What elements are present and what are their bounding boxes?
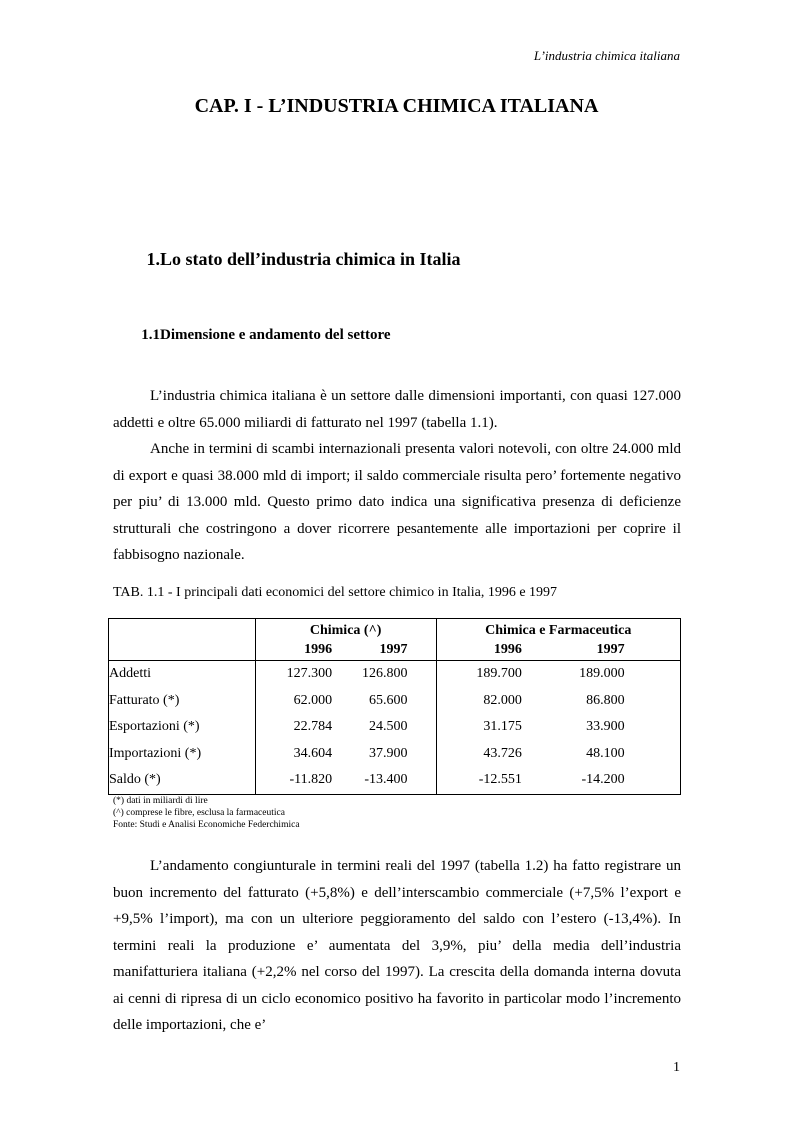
table-cell-empty xyxy=(625,640,681,661)
year-header: 1997 xyxy=(332,640,436,661)
paragraph: L’andamento congiunturale in termini reali del 1997 (tabella 1.2) ha fatto registrare un buon incremento del fatturato (+5,8%) e dell’interscambio commerciale (+7,5% l’export e +9,5% l’import), ma con un ulteriore peggioramento del saldo con l’estero (-13,4%). In termini reali la produzione e’ aumentata del 3,9%, piu’ della media dell’industria manifatturiera italiana (+2,2% nel corso del 1997). La crescita della domanda interna dovuta ai cenni di ripresa di un ciclo economico positivo ha favorito in particolar modo l’incremento delle importazioni, che e’ xyxy=(113,858,681,1033)
intro-text xyxy=(113,383,681,569)
row-label: Importazioni (*) xyxy=(109,745,202,761)
table-cell: 86.800 xyxy=(586,692,625,708)
table-cell-empty xyxy=(625,741,681,768)
table-cell: 34.604 xyxy=(255,741,332,768)
row-label: Saldo (*) xyxy=(109,772,161,787)
table-notes xyxy=(113,795,300,831)
section-number: 1. xyxy=(146,249,160,269)
table-cell-empty xyxy=(625,767,681,794)
table-source: Fonte: Studi e Analisi Economiche Federchimica xyxy=(113,820,300,830)
group-header: Chimica e Farmaceutica xyxy=(436,619,680,641)
year-header: 1996 xyxy=(436,640,522,661)
table-cell: 24.500 xyxy=(369,719,408,734)
table-row xyxy=(109,741,681,768)
table-cell: 62.000 xyxy=(255,688,332,715)
follow-text xyxy=(113,853,681,1039)
table-corner xyxy=(109,619,256,641)
section-heading xyxy=(113,249,461,270)
table-cell: 189.000 xyxy=(579,666,625,681)
table-cell-empty xyxy=(625,661,681,688)
row-label: Esportazioni (*) xyxy=(109,719,200,734)
table-cell: 65.600 xyxy=(369,692,408,708)
table-cell: 82.000 xyxy=(436,688,522,715)
table-cell: 126.800 xyxy=(362,666,408,681)
table-cell: 189.700 xyxy=(436,661,522,688)
table-corner xyxy=(109,640,256,661)
table-row xyxy=(109,661,681,688)
table-cell: 22.784 xyxy=(255,714,332,741)
subsection-title: Dimensione e andamento del settore xyxy=(160,327,391,343)
table-row xyxy=(109,714,681,741)
year-header: 1997 xyxy=(522,640,625,661)
paragraph: Anche in termini di scambi internazionali presenta valori notevoli, con oltre 24.000 mld di export e quasi 38.000 mld di import; il saldo commerciale risulta pero’ fortemente negativo per piu’ di 13.000 mld. Questo primo dato indica una significativa presenza di deficienze strutturali che costringono a dover ricorrere pesantemente alle importazioni per coprire il fabbisogno nazionale. xyxy=(113,441,681,563)
running-header: L’industria chimica italiana xyxy=(533,48,680,63)
table-cell: -13.400 xyxy=(364,772,408,787)
table-cell: 48.100 xyxy=(586,745,625,761)
table-cell: -12.551 xyxy=(436,767,522,794)
group-header: Chimica (^) xyxy=(255,619,436,641)
economic-data-table xyxy=(108,618,681,795)
table-cell: 33.900 xyxy=(586,719,625,734)
table-cell: -11.820 xyxy=(255,767,332,794)
table-row xyxy=(109,767,681,794)
page-number: 1 xyxy=(673,1060,680,1075)
table-row xyxy=(109,688,681,715)
subsection-heading xyxy=(113,327,391,344)
table-cell: 43.726 xyxy=(436,741,522,768)
row-label: Addetti xyxy=(109,666,151,681)
year-header: 1996 xyxy=(255,640,332,661)
table-cell: 37.900 xyxy=(369,745,408,761)
table-note: (^) comprese le fibre, esclusa la farmaceutica xyxy=(113,808,285,818)
section-title: Lo stato dell’industria chimica in Italia xyxy=(160,249,461,269)
table-cell: -14.200 xyxy=(581,772,625,787)
table-caption: TAB. 1.1 - I principali dati economici del settore chimico in Italia, 1996 e 1997 xyxy=(113,585,558,600)
table-cell: 31.175 xyxy=(436,714,522,741)
table-cell: 127.300 xyxy=(255,661,332,688)
row-label: Fatturato (*) xyxy=(109,692,180,708)
subsection-number: 1.1 xyxy=(141,327,160,343)
chapter-title: CAP. I - L’INDUSTRIA CHIMICA ITALIANA xyxy=(194,95,599,117)
table-cell-empty xyxy=(625,714,681,741)
paragraph: L’industria chimica italiana è un settore dalle dimensioni importanti, con quasi 127.000 addetti e oltre 65.000 miliardi di fatturato nel 1997 (tabella 1.1). xyxy=(113,388,681,431)
table-note: (*) dati in miliardi di lire xyxy=(113,796,208,806)
table-cell-empty xyxy=(625,688,681,715)
